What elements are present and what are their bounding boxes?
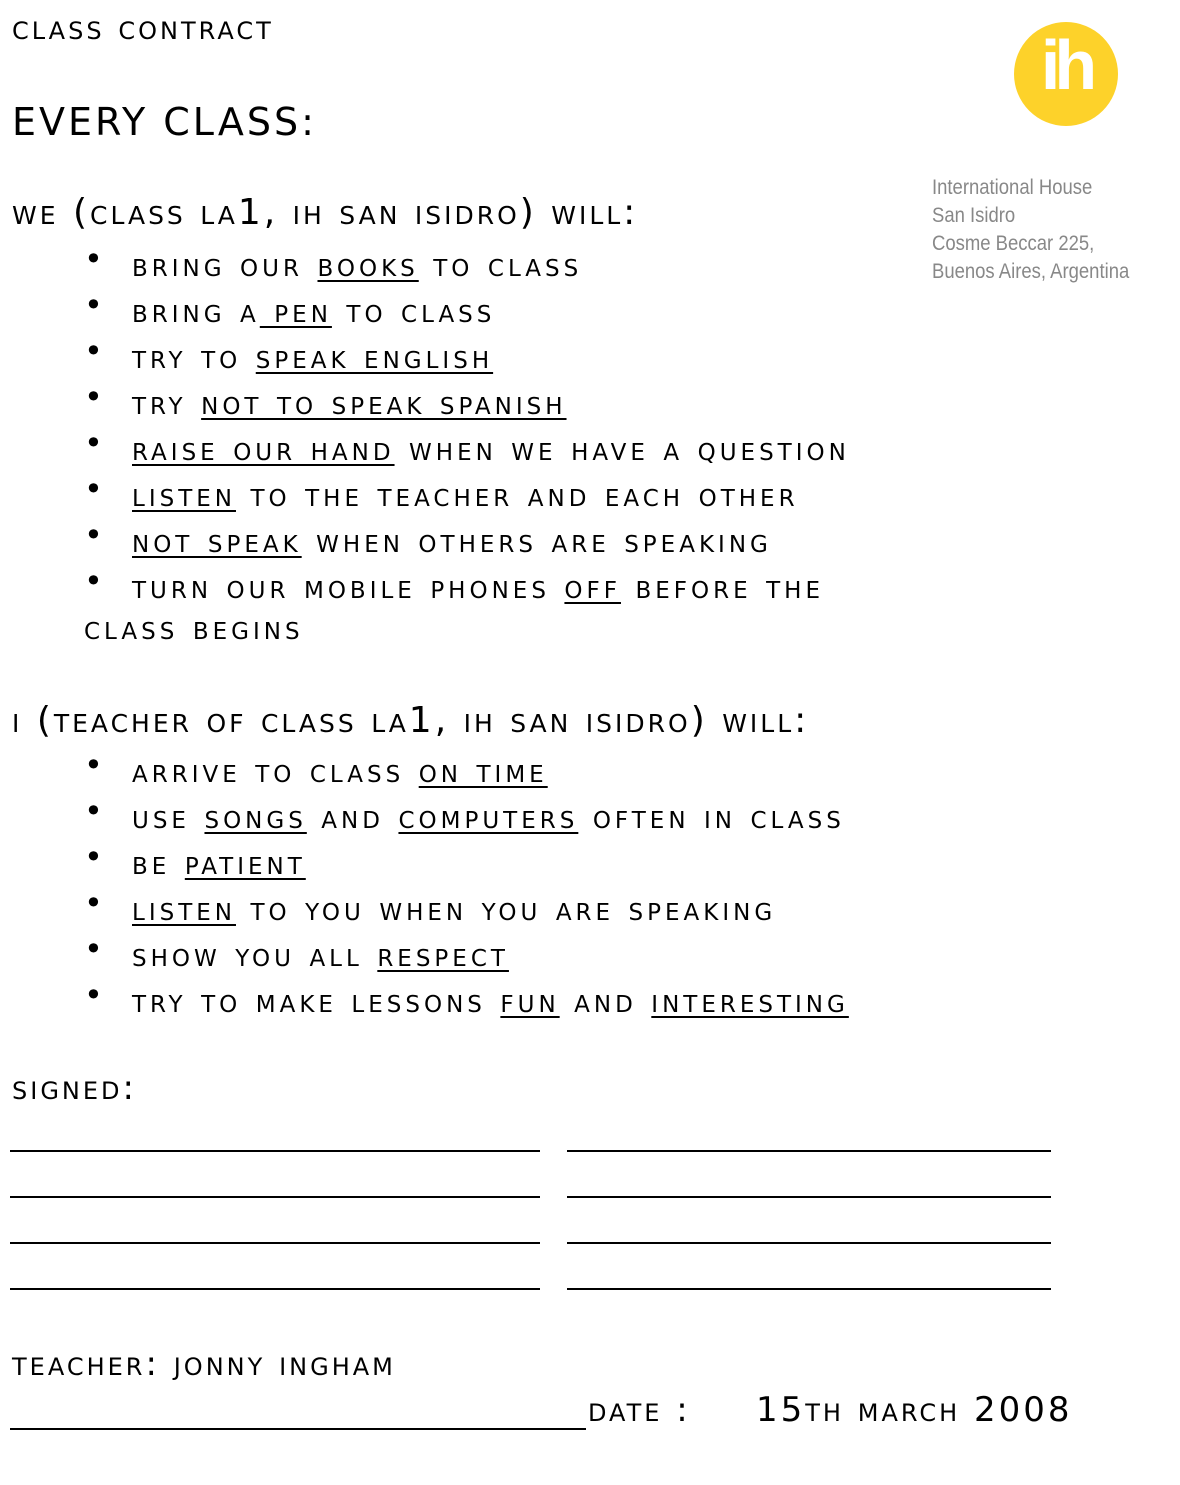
ih-logo-text: ih [1040, 26, 1092, 104]
item-text: and [306, 797, 399, 836]
item-text: bring a [132, 291, 260, 330]
underlined-text: computers [398, 797, 579, 836]
item-text: to class [418, 245, 583, 284]
list-item [84, 838, 306, 882]
bullet-icon: • [84, 562, 107, 600]
item-text: to class [331, 291, 496, 330]
item-text: turn our mobile phones [132, 567, 565, 606]
date-value: 15th march 2008 [756, 1390, 1073, 1430]
teacher-heading: i (teacher of class la1, ih san isidro) will: [12, 700, 810, 741]
bullet-icon: • [84, 884, 107, 922]
page-title: class contract [12, 8, 274, 48]
bullet-icon: • [84, 516, 107, 554]
bullet-icon: • [84, 470, 107, 508]
item-text: when others are speaking [301, 521, 772, 560]
underlined-text: books [317, 245, 419, 284]
signature-line [10, 1242, 540, 1244]
list-item [84, 332, 493, 376]
item-text: and [559, 981, 652, 1020]
bullet-icon: • [84, 424, 107, 462]
item-text: to the teacher and each other [235, 475, 799, 514]
bullet-icon: • [84, 746, 107, 784]
address-line: International House [932, 176, 1093, 199]
underlined-text: songs [204, 797, 307, 836]
list-item [84, 884, 776, 928]
underlined-text: respect [377, 935, 509, 974]
signature-line [567, 1288, 1051, 1290]
list-item [84, 470, 799, 514]
underlined-text: on time [418, 751, 548, 790]
signature-line [10, 1196, 540, 1198]
address-line: Cosme Beccar 225, [932, 232, 1095, 255]
underlined-text: listen [132, 475, 236, 514]
item-text: when we have a question [394, 429, 850, 468]
signature-line [10, 1288, 540, 1290]
bullet-icon: • [84, 240, 107, 278]
list-item [84, 562, 824, 606]
signature-line [567, 1242, 1051, 1244]
underlined-text: fun [500, 981, 560, 1020]
address-line: Buenos Aires, Argentina [932, 260, 1130, 283]
list-item [84, 424, 850, 468]
underlined-text: not speak [132, 521, 302, 560]
bullet-icon: • [84, 378, 107, 416]
item-text: be [132, 843, 185, 882]
bullet-icon: • [84, 930, 107, 968]
item-text: try [132, 383, 202, 422]
students-heading: we (class la1, ih san isidro) will: [12, 192, 639, 233]
underlined-text: pen [259, 291, 332, 330]
list-item [84, 240, 582, 284]
date-label: date : [588, 1390, 691, 1430]
item-text: to you when you are speaking [235, 889, 777, 928]
item-text: before the [620, 567, 824, 606]
list-item [84, 792, 845, 836]
item-text: try to make lessons [132, 981, 501, 1020]
list-item [84, 286, 495, 330]
underlined-text: raise our hand [132, 429, 395, 468]
item-text: try to [132, 337, 256, 376]
signature-line [567, 1150, 1051, 1152]
item-text: often in class [578, 797, 845, 836]
teacher-signature-line [10, 1428, 586, 1430]
students-continuation: class begins [84, 608, 304, 647]
signed-label: signed: [12, 1068, 137, 1108]
underlined-text: not to speak spanish [201, 383, 567, 422]
signature-line [567, 1196, 1051, 1198]
ih-logo [1014, 22, 1118, 126]
bullet-icon: • [84, 976, 107, 1014]
item-text: use [132, 797, 205, 836]
list-item [84, 516, 772, 560]
list-item [84, 976, 849, 1020]
list-item [84, 746, 548, 790]
signature-line [10, 1150, 540, 1152]
teacher-name: teacher: jonny ingham [12, 1344, 396, 1384]
bullet-icon: • [84, 838, 107, 876]
list-item [84, 930, 509, 974]
underlined-text: patient [184, 843, 306, 882]
underlined-text: speak english [255, 337, 494, 376]
school-address [932, 174, 1156, 286]
underlined-text: off [564, 567, 621, 606]
list-item [84, 378, 567, 422]
bullet-icon: • [84, 332, 107, 370]
underlined-text: interesting [651, 981, 849, 1020]
every-class-heading: EVERY CLASS: [12, 100, 317, 144]
address-line: San Isidro [932, 204, 1016, 227]
item-text: arrive to class [132, 751, 419, 790]
item-text: bring our [132, 245, 318, 284]
bullet-icon: • [84, 792, 107, 830]
item-text: show you all [132, 935, 378, 974]
underlined-text: listen [132, 889, 236, 928]
bullet-icon: • [84, 286, 107, 324]
